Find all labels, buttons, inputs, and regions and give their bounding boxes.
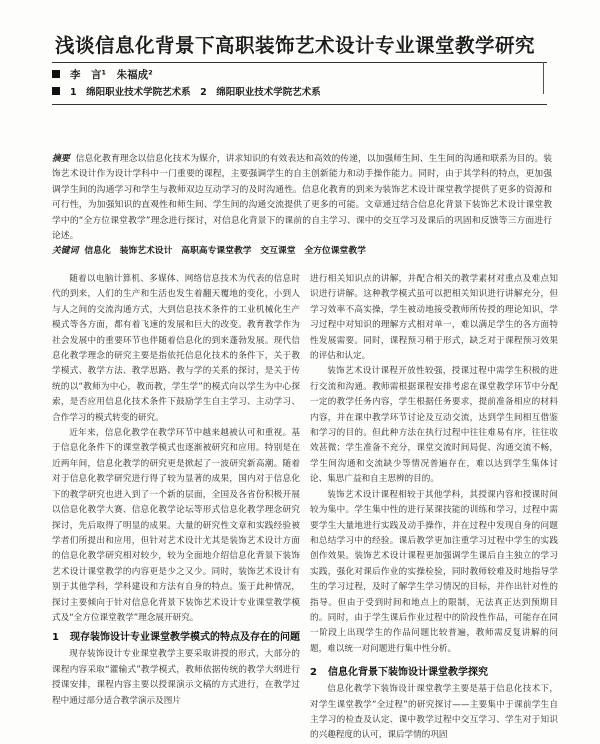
article-title: 浅谈信息化背景下高职装饰艺术设计专业课堂教学研究 <box>55 34 536 57</box>
left-column <box>52 272 300 709</box>
keywords-label: 关键词 <box>52 246 79 256</box>
body-paragraph: 现存装饰设计专业课堂教学主要采取讲授的形式，大部分的课程内容采取“灌输式”教学模式，教师依据传统的教学大纲进行授课安排，课程内容主要以授课演示文稿的方式进行，在教学过程中通过部分适合教学演示及图片 <box>52 649 300 706</box>
square-bullet-icon <box>52 87 60 95</box>
body-paragraph: 信息化教学下装饰设计课堂教学主要是基于信息化技术下，对学生课堂教学“全过程”的研究探讨——主要集中于课前学生自主学习的检查及认定、课中教学过程中交互学习、学生对于知识的兴趣程度的认可，课后学情的巩固 <box>310 684 558 741</box>
header-vertical-rule <box>543 62 544 94</box>
square-bullet-icon <box>52 70 60 78</box>
abstract-text: 信息化教育理念以信息化技术为媒介，讲求知识的有效表达和高效的传递，以加强师生间、生生间的沟通和联系为目的。装饰艺术设计作为设计学科中一门重要的课程，主要强调学生的自主创新能力和动手操作能力。同时，由于其学科的特点，更加强调学生间的沟通学习和学生与教师双边互动学习的及时沟通性。信息化教育的到来为装饰艺术设计课堂教学提供了更多的资源和可行性，为加强知识的直观性和师生间、学生间的沟通交流提供了更多的可能。文章通过结合信息化背景下装饰艺术设计课堂教学中的“全方位课堂教学”理念进行探讨，对信息化背景下的课前的自主学习、课中的交互学习及课后的巩固和反馈等三方面进行论述。 <box>52 154 552 242</box>
body-paragraph: 装饰艺术设计课程开放性较强，授课过程中需学生积极的进行交流和沟通。教师需根据课程安排考虑在课堂教学环节中分配一定的教学任务内容，学生根据任务要求，提前准备相应的材料内容，并在课中教学环节讨论及互动交流，达到学生间相互借鉴和学习的目的。但此种方法在执行过程中往往难易有序，往往收效甚微；学生准备不充分，课堂交流时间局促、沟通交流不畅，学生间沟通和交流缺少等情况普遍存在，难以达到学生集体讨论、集思广益和自主思辨的目的。 <box>310 366 558 485</box>
body-paragraph: 近年来，信息化教学在教学环节中越来越被认可和重视。基于信息化条件下的课堂教学模式也逐渐被研究和应用。特别是在近两年间，信息化教学的研究更是掀起了一波研究新高潮。随着对于信息化教学研究进行得了较为显著的成果，国内对于信息化下的教学研究也进入到了一个新的层面，全国及各省份积极开展以信息化教学大赛、信息化教学论坛等形式信息化教学理念研究探讨，先后取得了明显的成果。大量的研究性文章和实践经验被学者们所提出和应用，但针对艺术设计尤其是装饰艺术设计方面的信息化教学研究相对较少，较为全面地介绍信息化背景下装饰艺术设计课堂教学的内容更是少之又少。同时，装饰艺术设计有别于其他学科，学科建设和方法有自身的特点。鉴于此种情况，探讨主要倾向于针对信息化背景下装饰艺术设计专业课堂教学模式及“全方位课堂教学”理念展开研究。 <box>52 428 300 623</box>
body-paragraph: 装饰艺术设计课程相较于其他学科，其授课内容和授课时间较为集中。学生集中性的进行某课技能的训练和学习，过程中需要学生大量地进行实践及动手操作，并在过程中发现自身的问题和总结学习中的经验。课后教学更加注重学习过程中学生的实践创作效果。装饰艺术设计课程更加强调学生课后自主独立的学习实践，强化对课后作业的实操检验，同时教师较难及时地指导学生的学习过程，及时了解学生学习情况的目标，并作出针对性的指导。但由于受到时间和地点上的限制，无法真正达到预期目的。同时，由于学生课后作业过程中的阶段性作品，可能存在同一阶段上出现学生的作品问题比较普遍，教师需反复讲解的问题，难以统一对问题进行集中性分析。 <box>310 489 558 654</box>
body-paragraph: 随着以电脑计算机、多媒体、网络信息技术为代表的信息时代的到来，人们的生产和生活也发生着翻天覆地的变化，小到人与人之间的交流沟通方式，大到信息技术条件的工业机械化生产模式等各方面，都有着飞速的发展和巨大的改变。教育教学作为社会发展中的重要环节也伴随着信息化的到来蓬勃发展。现代信息化教学理念的研究主要是指依托信息化技术的条件下，关于教学模式、教学方法、教学思路、教与学的关系的探讨，是关于传统的以“教师为中心，教而教，学生学”的模式向以学生为中心探索，是否应用信息化技术条件下鼓励学生自主学习、主动学习、合作学习的模式转变的研究。 <box>52 274 300 423</box>
body-paragraph: 进行相关知识点的讲解，并配合相关的教学素材对重点及难点知识进行讲解。这种教学模式虽可以把相关知识进行讲解充分，但学习效率不高实操，学生被动地接受教师所传授的理论知识，学习过程中对知识的理解方式相对单一，难以满足学生的各方面特性发展需要。同时，课程预习稍于形式，缺乏对于课程预习效果的评估和认定。 <box>310 274 558 362</box>
section-title: 信息化背景下装饰设计课堂教学探究 <box>328 667 488 679</box>
abstract-label: 摘要 <box>52 154 70 164</box>
affiliations: 1 绵阳职业技术学院艺术系 2 绵阳职业技术学院艺术系 <box>70 87 321 98</box>
abstract <box>52 152 552 244</box>
header-bottom-rule <box>52 104 547 105</box>
section-2-heading <box>310 665 558 680</box>
author-line <box>52 67 153 82</box>
keywords-text: 信息化 装饰艺术设计 高职高专课堂教学 交互课堂 全方位课堂教学 <box>84 246 366 256</box>
section-number: 1 <box>52 632 59 644</box>
title-rule <box>52 62 547 63</box>
authors: 李 言¹ 朱福成² <box>70 69 153 81</box>
section-title: 现存装饰设计专业课堂教学模式的特点及存在的问题 <box>70 632 300 644</box>
right-column <box>310 272 558 744</box>
section-number: 2 <box>310 667 317 679</box>
section-1-heading <box>52 630 300 645</box>
keywords <box>52 243 552 256</box>
affiliation-line <box>52 84 321 98</box>
